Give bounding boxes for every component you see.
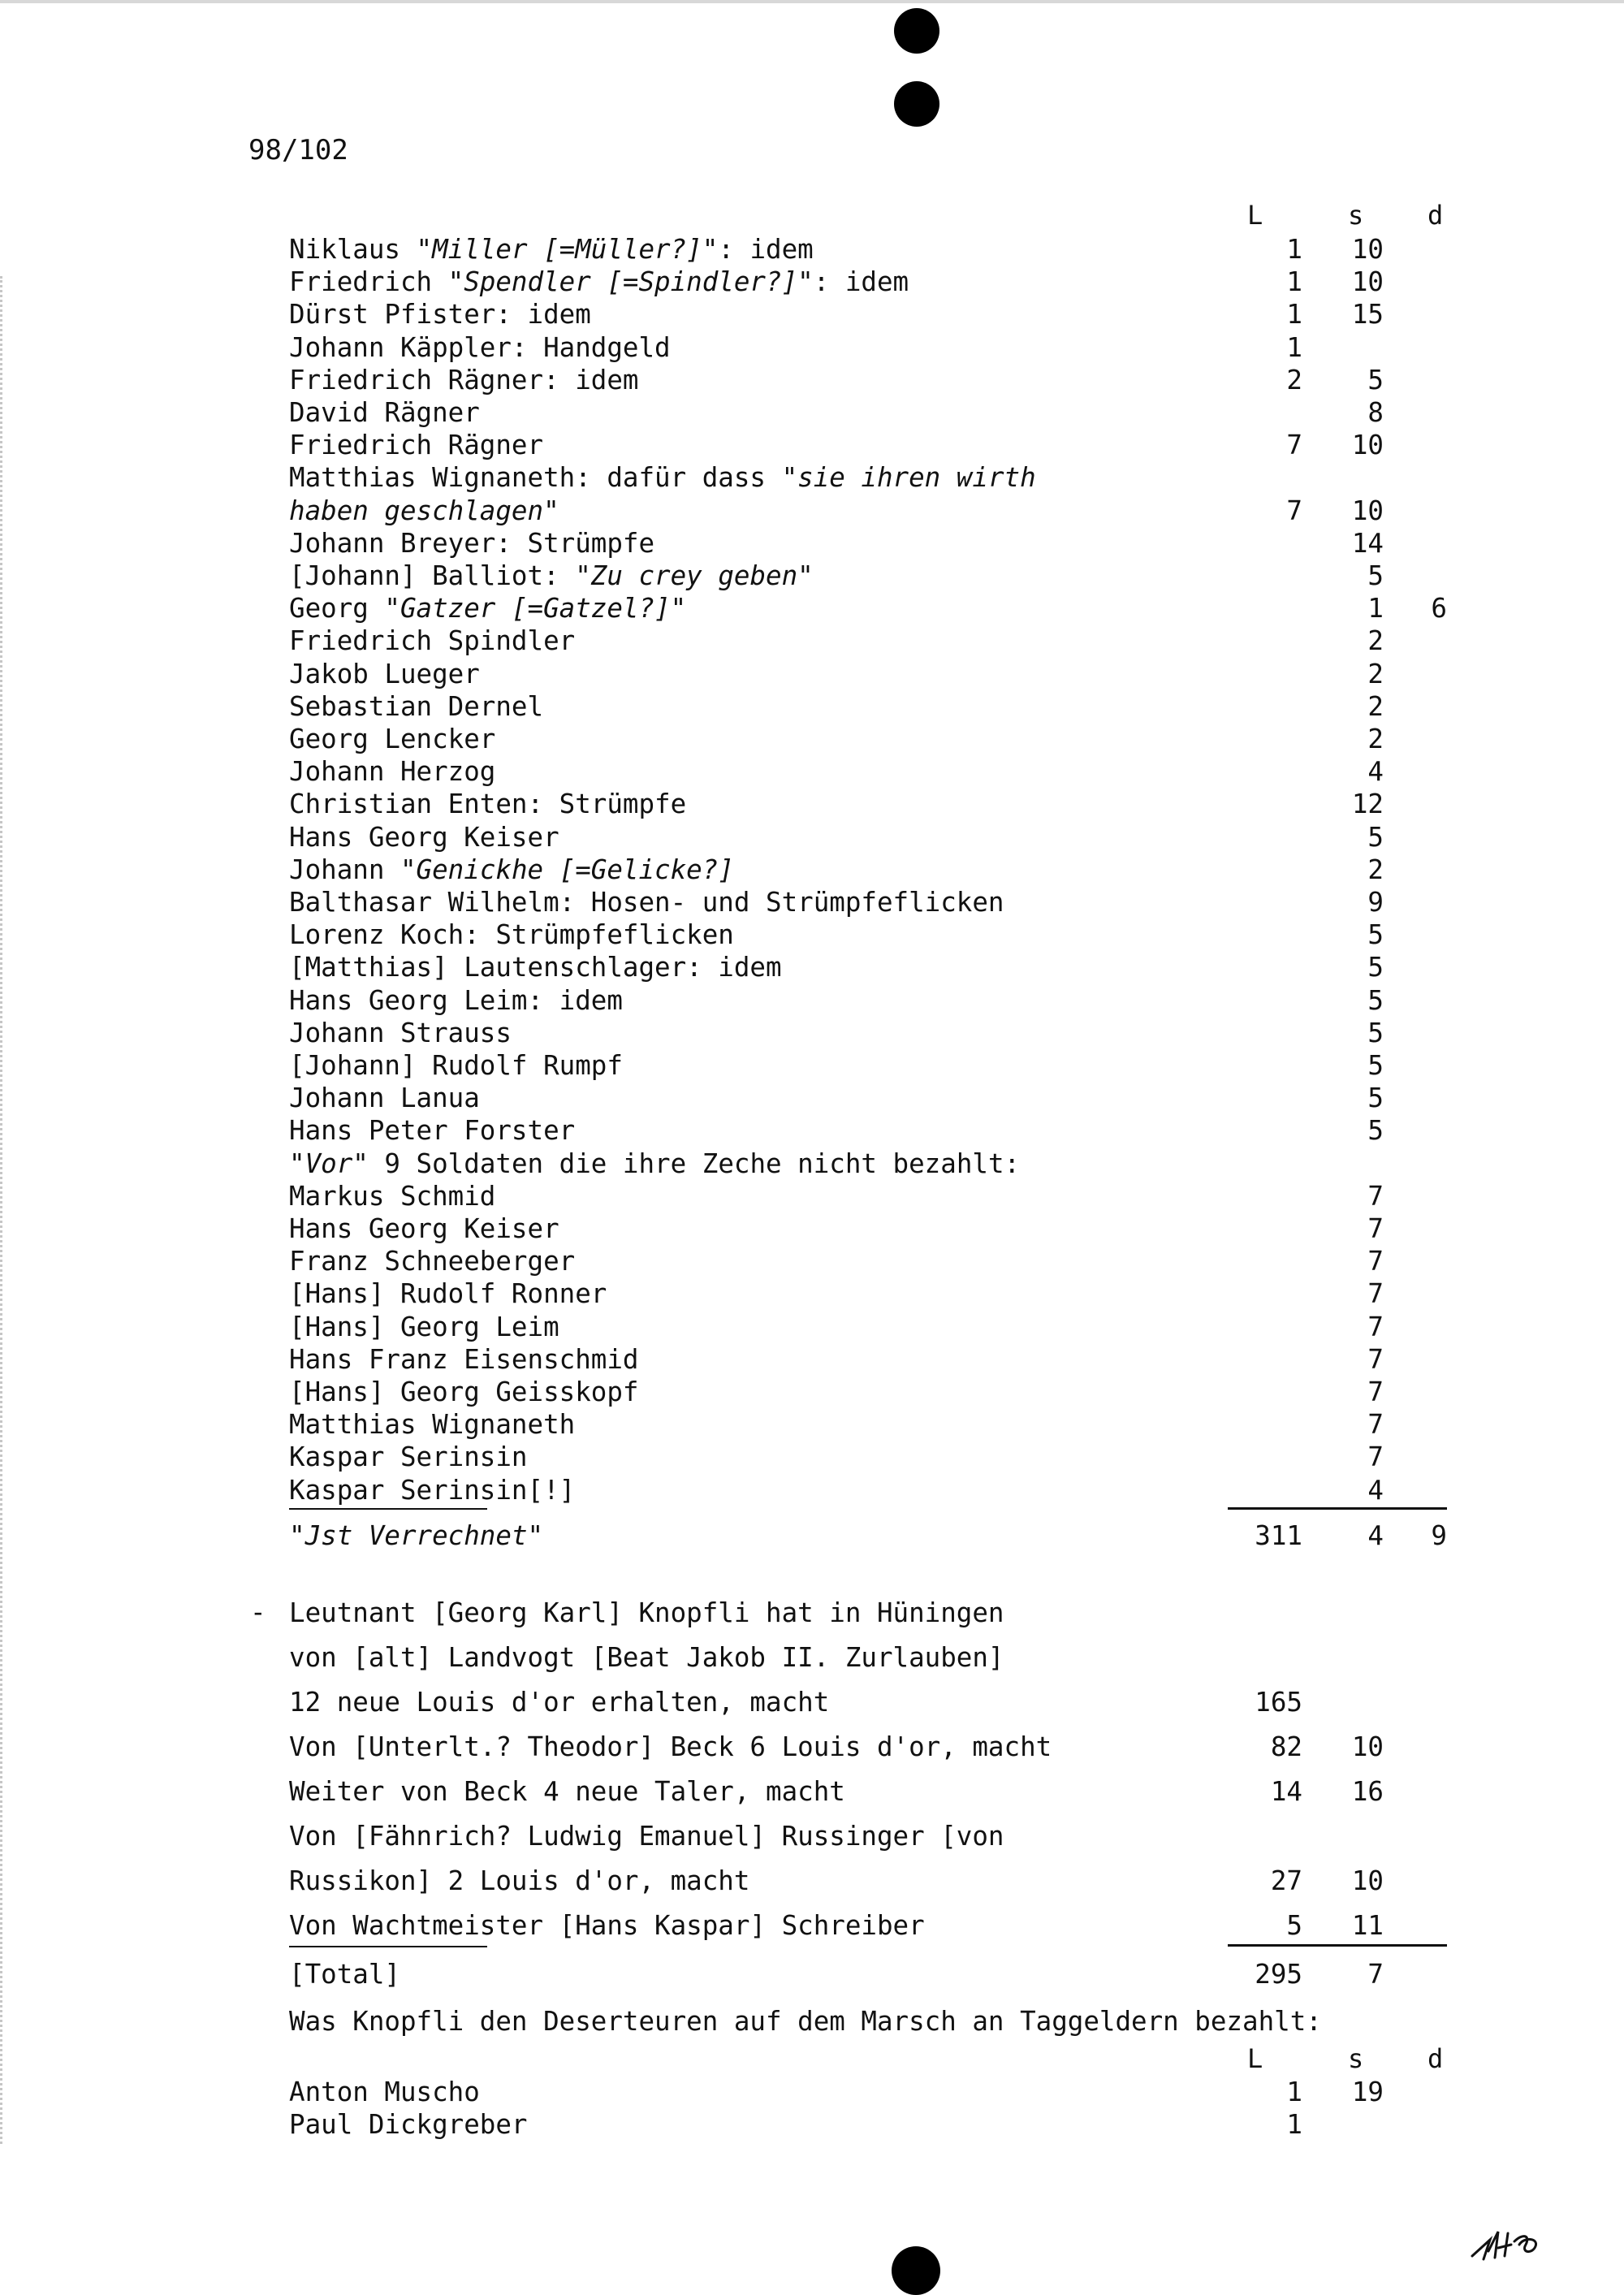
amount-s: 14 [1351,527,1384,559]
total-s: 4 [1367,1520,1384,1551]
punch-hole [892,2246,940,2295]
entry-text: Hans Peter Forster [289,1115,576,1147]
entry-text: Jakob Lueger [289,658,480,689]
entry-text: Johann Käppler: Handgeld [289,331,671,363]
entry-text: Georg Lencker [289,724,496,754]
entry-text: [Hans] Georg Geisskopf [289,1377,639,1407]
entry-text: Johann Lanua [289,1083,480,1114]
amount-s: 2 [1367,724,1384,754]
column-header-s: s [1348,2043,1364,2074]
ledger-row [0,1180,1624,1212]
ledger-row [0,755,1624,788]
amount-s: 2 [1367,625,1384,657]
ledger-row [0,266,1624,298]
amount-s: 5 [1367,1050,1384,1081]
column-header-d: d [1427,200,1444,231]
ledger-row [0,1311,1624,1343]
entry-text: Kaspar Serinsin[!] [289,1474,576,1506]
entry-text: Georg "Gatzer [=Gatzel?]" [289,593,687,625]
entry-text: Lorenz Koch: Strümpfeflicken [289,919,734,951]
entry-text: Von [Unterlt.? Theodor] Beck 6 Louis d'or, macht [289,1731,1052,1762]
amount-L: 1 [1286,2077,1302,2107]
amount-L: 27 [1270,1865,1302,1896]
amount-s: 4 [1367,756,1384,788]
amount-L: 1 [1286,234,1302,265]
ledger-row [0,1245,1624,1277]
amount-s: 10 [1351,1865,1384,1896]
receipt-row [0,1591,1624,1636]
amount-s: 7 [1367,1377,1384,1407]
amount-s: 7 [1367,1343,1384,1375]
ledger-row [0,461,1624,494]
column-header-d: d [1427,2043,1444,2074]
entry-text: Friedrich Spindler [289,625,576,657]
total-d: 9 [1431,1520,1447,1551]
ledger-row [0,1049,1624,1082]
ledger-row [0,233,1624,266]
ledger-row [0,951,1624,983]
amount-L: 7 [1286,430,1302,461]
ledger-row [0,592,1624,625]
amount-s: 5 [1367,1083,1384,1114]
entry-text: von [alt] Landvogt [Beat Jakob II. Zurlauben] [289,1642,1004,1673]
column-header-L: L [1247,2043,1263,2074]
ledger-row [0,429,1624,461]
entry-text: Matthias Wignaneth: dafür dass "sie ihren wirth [289,462,1036,494]
amount-s: 10 [1351,234,1384,265]
amount-s: 2 [1367,658,1384,689]
amount-L: 2 [1286,364,1302,395]
ledger-row [0,1148,1624,1180]
ledger-row [0,298,1624,331]
amount-s: 2 [1367,690,1384,722]
amount-L: 1 [1286,299,1302,331]
ledger-row [0,854,1624,886]
page-reference: 98/102 [248,134,348,166]
ledger-row [0,1343,1624,1376]
entry-text: [Hans] Rudolf Ronner [289,1278,607,1310]
receipt-row [0,1999,1624,2044]
entry-text: Johann "Genickhe [=Gelicke?] [289,854,734,885]
ledger-row [0,495,1624,527]
amount-L: 1 [1286,331,1302,363]
entry-text: Kaspar Serinsin [289,1441,528,1473]
amount-s: 15 [1351,299,1384,331]
sum-rule [1228,1507,1447,1510]
amount-L: 5 [1286,1910,1302,1941]
amount-L: 295 [1255,1959,1302,1990]
entry-text: Hans Georg Keiser [289,821,559,853]
receipt-row [0,1859,1624,1904]
amount-L: 165 [1255,1687,1302,1718]
entry-text: Christian Enten: Strümpfe [289,789,687,820]
amount-L: 82 [1270,1731,1302,1762]
entry-text: David Rägner [289,397,480,428]
amount-s: 7 [1367,1278,1384,1310]
receipt-row [0,1636,1624,1680]
entry-text: Paul Dickgreber [289,2109,528,2140]
ledger-row [0,1277,1624,1310]
signature-drawing [1466,2209,1563,2266]
entry-text: Matthias Wignaneth [289,1409,576,1441]
entry-text: Niklaus "Miller [=Müller?]": idem [289,234,814,265]
list-dash: - [250,1597,266,1627]
total-label: "Jst Verrechnet" [289,1520,544,1551]
entry-text: Von [Fähnrich? Ludwig Emanuel] Russinger [von [289,1821,1004,1852]
ledger-row [0,1376,1624,1408]
ledger-row [0,560,1624,592]
ledger-row [0,886,1624,918]
entry-text: Sebastian Dernel [289,690,544,722]
receipt-row [0,1770,1624,1814]
amount-s: 10 [1351,495,1384,526]
total-L: 311 [1255,1520,1302,1551]
amount-s: 1 [1367,593,1384,625]
amount-s: 7 [1367,1409,1384,1441]
entry-text: Hans Georg Leim: idem [289,984,623,1016]
handwritten-signature [1466,2209,1563,2269]
ledger-row [0,658,1624,690]
sum-rule [1228,1944,1447,1947]
column-header-L: L [1247,200,1263,231]
receipt-row [0,1680,1624,1725]
amount-s: 11 [1351,1910,1384,1941]
ledger-row [0,527,1624,560]
amount-s: 7 [1367,1311,1384,1342]
amount-s: 7 [1367,1213,1384,1244]
ledger-row [0,1212,1624,1245]
punch-hole [894,8,939,54]
receipt-row [0,1814,1624,1859]
entry-text: [Matthias] Lautenschlager: idem [289,952,782,983]
ledger-row [0,984,1624,1017]
total-row [0,1519,1624,1552]
entry-text: 12 neue Louis d'or erhalten, macht [289,1687,830,1718]
amount-s: 7 [1367,1180,1384,1212]
entry-text: "Vor" 9 Soldaten die ihre Zeche nicht bezahlt: [289,1148,1021,1179]
entry-text: Balthasar Wilhelm: Hosen- und Strümpfeflicken [289,887,1004,918]
ledger-row [0,1474,1624,1506]
amount-s: 7 [1367,1246,1384,1277]
amount-s: 5 [1367,1017,1384,1048]
amount-s: 5 [1367,821,1384,853]
entry-text: Anton Muscho [289,2077,480,2107]
entry-text: [Johann] Rudolf Rumpf [289,1050,623,1081]
entry-text: Johann Strauss [289,1017,512,1048]
column-header-s: s [1348,200,1364,231]
receipt-row [0,1952,1624,1997]
ledger-row [0,723,1624,755]
entry-text: Weiter von Beck 4 neue Taler, macht [289,1776,845,1807]
ledger-row [0,1082,1624,1114]
entry-text: [Hans] Georg Leim [289,1311,559,1342]
ledger-row [0,1017,1624,1049]
entry-text: Hans Georg Keiser [289,1213,559,1244]
underline [289,1508,487,1510]
underline [289,1946,487,1947]
ledger-row [0,1114,1624,1147]
entry-text: Franz Schneeberger [289,1246,576,1277]
entry-text: Was Knopfli den Deserteuren auf dem Marsch an Taggeldern bezahlt: [289,2006,1322,2037]
ledger-row [0,625,1624,657]
scan-top-edge [0,0,1624,3]
entry-text: Hans Franz Eisenschmid [289,1343,639,1375]
amount-s: 10 [1351,1731,1384,1762]
entry-text: Johann Breyer: Strümpfe [289,527,655,559]
amount-s: 5 [1367,364,1384,395]
entry-text: Russikon] 2 Louis d'or, macht [289,1865,750,1896]
entry-text: haben geschlagen" [289,495,559,526]
amount-s: 16 [1351,1776,1384,1807]
ledger-row [0,364,1624,396]
entry-text: Von Wachtmeister [Hans Kaspar] Schreiber [289,1910,925,1941]
amount-L: 1 [1286,2109,1302,2140]
entry-text: [Total] [289,1959,400,1990]
entry-text: [Johann] Balliot: "Zu crey geben" [289,560,814,591]
amount-s: 9 [1367,887,1384,918]
ledger-row [0,821,1624,854]
amount-L: 14 [1270,1776,1302,1807]
entry-text: Markus Schmid [289,1180,496,1212]
entry-text: Johann Herzog [289,756,496,788]
amount-s: 4 [1367,1474,1384,1506]
amount-s: 5 [1367,952,1384,983]
amount-s: 12 [1351,789,1384,820]
amount-s: 5 [1367,984,1384,1016]
ledger-row [0,1408,1624,1441]
ledger-row [0,788,1624,820]
ledger-row [0,396,1624,429]
amount-d: 6 [1431,593,1447,625]
amount-L: 1 [1286,266,1302,298]
receipt-row [0,1904,1624,1948]
receipt-row [0,1725,1624,1770]
deserter-row [0,2076,1624,2108]
amount-s: 7 [1367,1441,1384,1473]
ledger-row [0,331,1624,364]
amount-s: 10 [1351,266,1384,298]
amount-s: 5 [1367,1115,1384,1147]
punch-hole [894,81,939,127]
amount-s: 10 [1351,430,1384,461]
entry-text: Friedrich Rägner: idem [289,364,639,395]
deserter-row [0,2108,1624,2141]
entry-text: Friedrich Rägner [289,430,544,461]
amount-L: 7 [1286,495,1302,526]
entry-text: Friedrich "Spendler [=Spindler?]": idem [289,266,909,298]
ledger-row [0,690,1624,723]
entry-text: Dürst Pfister: idem [289,299,591,331]
ledger-row [0,1441,1624,1473]
amount-s: 19 [1351,2077,1384,2107]
amount-s: 2 [1367,854,1384,885]
ledger-row [0,918,1624,951]
entry-text: Leutnant [Georg Karl] Knopfli hat in Hüningen [289,1597,1004,1628]
amount-s: 5 [1367,919,1384,951]
amount-s: 8 [1367,397,1384,428]
amount-s: 7 [1367,1959,1384,1990]
amount-s: 5 [1367,560,1384,591]
